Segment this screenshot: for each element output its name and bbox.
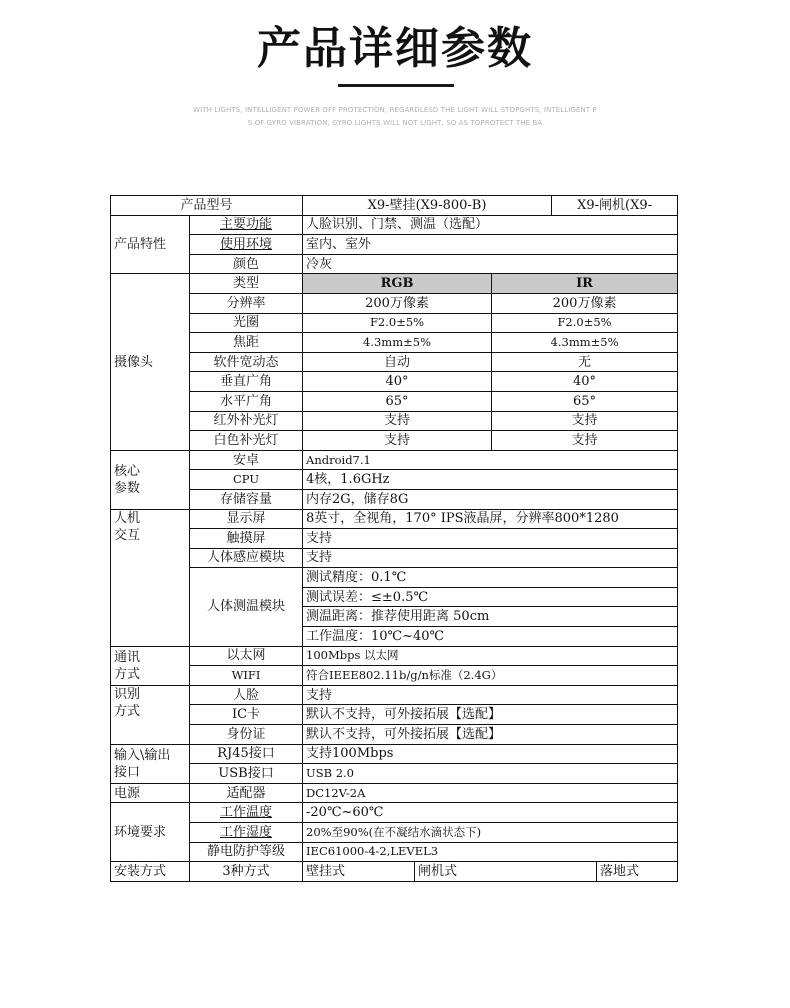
feature-label: 显示屏 xyxy=(190,509,303,529)
feature-value: IEC61000-4-2,LEVEL3 xyxy=(303,842,678,862)
temp-spec: 测温距离：推荐使用距离 50cm xyxy=(303,607,678,627)
category-line: 人机 xyxy=(114,510,141,526)
feature-label: 静电防护等级 xyxy=(190,842,303,862)
feature-value: -20℃~60℃ xyxy=(303,803,678,823)
feature-label: 主要功能 xyxy=(190,215,303,235)
table-row xyxy=(111,215,678,235)
subtitle xyxy=(190,104,600,130)
feature-value: USB 2.0 xyxy=(303,764,678,784)
feature-value: 内存2G，储存8G xyxy=(303,489,678,509)
feature-label: 使用环境 xyxy=(190,235,303,255)
category-camera: 摄像头 xyxy=(111,274,190,450)
feature-value: 符合IEEE802.11b/g/n标准（2.4G） xyxy=(303,666,678,686)
model-a: X9-壁挂(X9-800-B) xyxy=(303,196,552,216)
title-divider xyxy=(338,84,454,87)
table-row xyxy=(111,529,678,549)
rgb-value: 支持 xyxy=(303,431,492,451)
category-power: 电源 xyxy=(111,783,190,803)
subtitle-line-1: WITH LIGHTS, INTELLIGENT POWER OFF PROTECTION, REGARDLESD THE LIGHT WILL STOPGHTS, INTELLIGENT P xyxy=(193,106,597,114)
column-header-rgb: RGB xyxy=(303,274,492,294)
category-line: 方式 xyxy=(114,666,141,682)
feature-label: USB接口 xyxy=(190,764,303,784)
table-row xyxy=(111,450,678,470)
rgb-value: 40° xyxy=(303,372,492,392)
feature-label-temp-module: 人体测温模块 xyxy=(190,568,303,646)
table-row xyxy=(111,333,678,353)
feature-value: 100Mbps 以太网 xyxy=(303,646,678,666)
table-row xyxy=(111,431,678,451)
category-line: 输入\输出 xyxy=(114,747,171,763)
table-row xyxy=(111,862,678,882)
table-row xyxy=(111,803,678,823)
table-row xyxy=(111,705,678,725)
feature-label: WIFI xyxy=(190,666,303,686)
category-recog xyxy=(111,685,190,744)
feature-label: 人体感应模块 xyxy=(190,548,303,568)
table-row xyxy=(111,391,678,411)
table-row xyxy=(111,548,678,568)
feature-label: 分辨率 xyxy=(190,293,303,313)
table-row xyxy=(111,470,678,490)
table-row xyxy=(111,666,678,686)
feature-label: 红外补光灯 xyxy=(190,411,303,431)
rgb-value: 200万像素 xyxy=(303,293,492,313)
category-line: 接口 xyxy=(114,764,141,780)
column-header-ir: IR xyxy=(492,274,678,294)
table-row xyxy=(111,509,678,529)
feature-label: 人脸 xyxy=(190,685,303,705)
table-row xyxy=(111,254,678,274)
table-row xyxy=(111,352,678,372)
table-row xyxy=(111,783,678,803)
category-line: 方式 xyxy=(114,703,141,719)
category-line: 参数 xyxy=(114,480,141,496)
rgb-value: 65° xyxy=(303,391,492,411)
feature-value: 支持 xyxy=(303,685,678,705)
feature-label: 触摸屏 xyxy=(190,529,303,549)
feature-label: 以太网 xyxy=(190,646,303,666)
table-row xyxy=(111,744,678,764)
category-line: 核心 xyxy=(114,463,141,479)
install-option: 壁挂式 xyxy=(303,862,415,882)
ir-value: 200万像素 xyxy=(492,293,678,313)
feature-value: 默认不支持，可外接拓展【选配】 xyxy=(303,725,678,745)
category-io xyxy=(111,744,190,783)
feature-label: 光圈 xyxy=(190,313,303,333)
install-option: 落地式 xyxy=(597,862,678,882)
feature-label: RJ45接口 xyxy=(190,744,303,764)
feature-label: 身份证 xyxy=(190,725,303,745)
table-row xyxy=(111,196,678,216)
rgb-value: F2.0±5% xyxy=(303,313,492,333)
feature-value: Android7.1 xyxy=(303,450,678,470)
feature-value: 室内、室外 xyxy=(303,235,678,255)
table-row xyxy=(111,313,678,333)
feature-label: 适配器 xyxy=(190,783,303,803)
category-env: 环境要求 xyxy=(111,803,190,862)
table-row xyxy=(111,274,678,294)
feature-label: 颜色 xyxy=(190,254,303,274)
spec-table xyxy=(110,195,678,882)
table-row xyxy=(111,235,678,255)
subtitle-line-2: S OF GYRO VIBRATION, GYRO LIGHTS WILL NOT LIGHT, SO AS TOPROTECT THE BA xyxy=(247,119,543,127)
ir-value: 支持 xyxy=(492,411,678,431)
table-row xyxy=(111,293,678,313)
feature-value: 支持 xyxy=(303,529,678,549)
category-product-features: 产品特性 xyxy=(111,215,190,274)
feature-label: 工作湿度 xyxy=(190,823,303,843)
feature-value: 8英寸，全视角，170° IPS液晶屏，分辨率800*1280 xyxy=(303,509,678,529)
table-row xyxy=(111,646,678,666)
page-title: 产品详细参数 xyxy=(257,23,533,74)
feature-value: 20%至90%(在不凝结水滴状态下) xyxy=(303,823,678,843)
category-line: 识别 xyxy=(114,686,141,702)
temp-spec: 工作温度：10℃~40℃ xyxy=(303,627,678,647)
model-label: 产品型号 xyxy=(111,196,303,216)
table-row xyxy=(111,725,678,745)
table-row xyxy=(111,489,678,509)
feature-label: 3种方式 xyxy=(190,862,303,882)
category-core xyxy=(111,450,190,509)
table-row xyxy=(111,823,678,843)
feature-label: 存储容量 xyxy=(190,489,303,509)
feature-label: CPU xyxy=(190,470,303,490)
table-row xyxy=(111,372,678,392)
feature-label: 白色补光灯 xyxy=(190,431,303,451)
temp-spec: 测试误差：≤±0.5℃ xyxy=(303,587,678,607)
rgb-value: 4.3mm±5% xyxy=(303,333,492,353)
category-line: 交互 xyxy=(114,527,141,543)
ir-value: F2.0±5% xyxy=(492,313,678,333)
ir-value: 无 xyxy=(492,352,678,372)
ir-value: 4.3mm±5% xyxy=(492,333,678,353)
ir-value: 65° xyxy=(492,391,678,411)
feature-label: 垂直广角 xyxy=(190,372,303,392)
ir-value: 支持 xyxy=(492,431,678,451)
ir-value: 40° xyxy=(492,372,678,392)
feature-label: 焦距 xyxy=(190,333,303,353)
temp-spec: 测试精度：0.1℃ xyxy=(303,568,678,588)
feature-value: 支持100Mbps xyxy=(303,744,678,764)
feature-value: 人脸识别、门禁、测温（选配） xyxy=(303,215,678,235)
category-line: 通讯 xyxy=(114,649,141,665)
category-hmi xyxy=(111,509,190,646)
table-row xyxy=(111,764,678,784)
table-row xyxy=(111,685,678,705)
install-option: 闸机式 xyxy=(415,862,597,882)
table-row xyxy=(111,568,678,588)
feature-label: 类型 xyxy=(190,274,303,294)
category-install: 安装方式 xyxy=(111,862,190,882)
feature-value: 支持 xyxy=(303,548,678,568)
feature-label: 水平广角 xyxy=(190,391,303,411)
category-comm xyxy=(111,646,190,685)
rgb-value: 自动 xyxy=(303,352,492,372)
table-row xyxy=(111,411,678,431)
table-row xyxy=(111,842,678,862)
feature-label: 安卓 xyxy=(190,450,303,470)
feature-label: 软件宽动态 xyxy=(190,352,303,372)
feature-value: 默认不支持，可外接拓展【选配】 xyxy=(303,705,678,725)
feature-label: 工作温度 xyxy=(190,803,303,823)
feature-value: 4核，1.6GHz xyxy=(303,470,678,490)
rgb-value: 支持 xyxy=(303,411,492,431)
feature-label: IC卡 xyxy=(190,705,303,725)
feature-value: 冷灰 xyxy=(303,254,678,274)
feature-value: DC12V-2A xyxy=(303,783,678,803)
model-b: X9-闸机(X9- xyxy=(552,196,678,216)
